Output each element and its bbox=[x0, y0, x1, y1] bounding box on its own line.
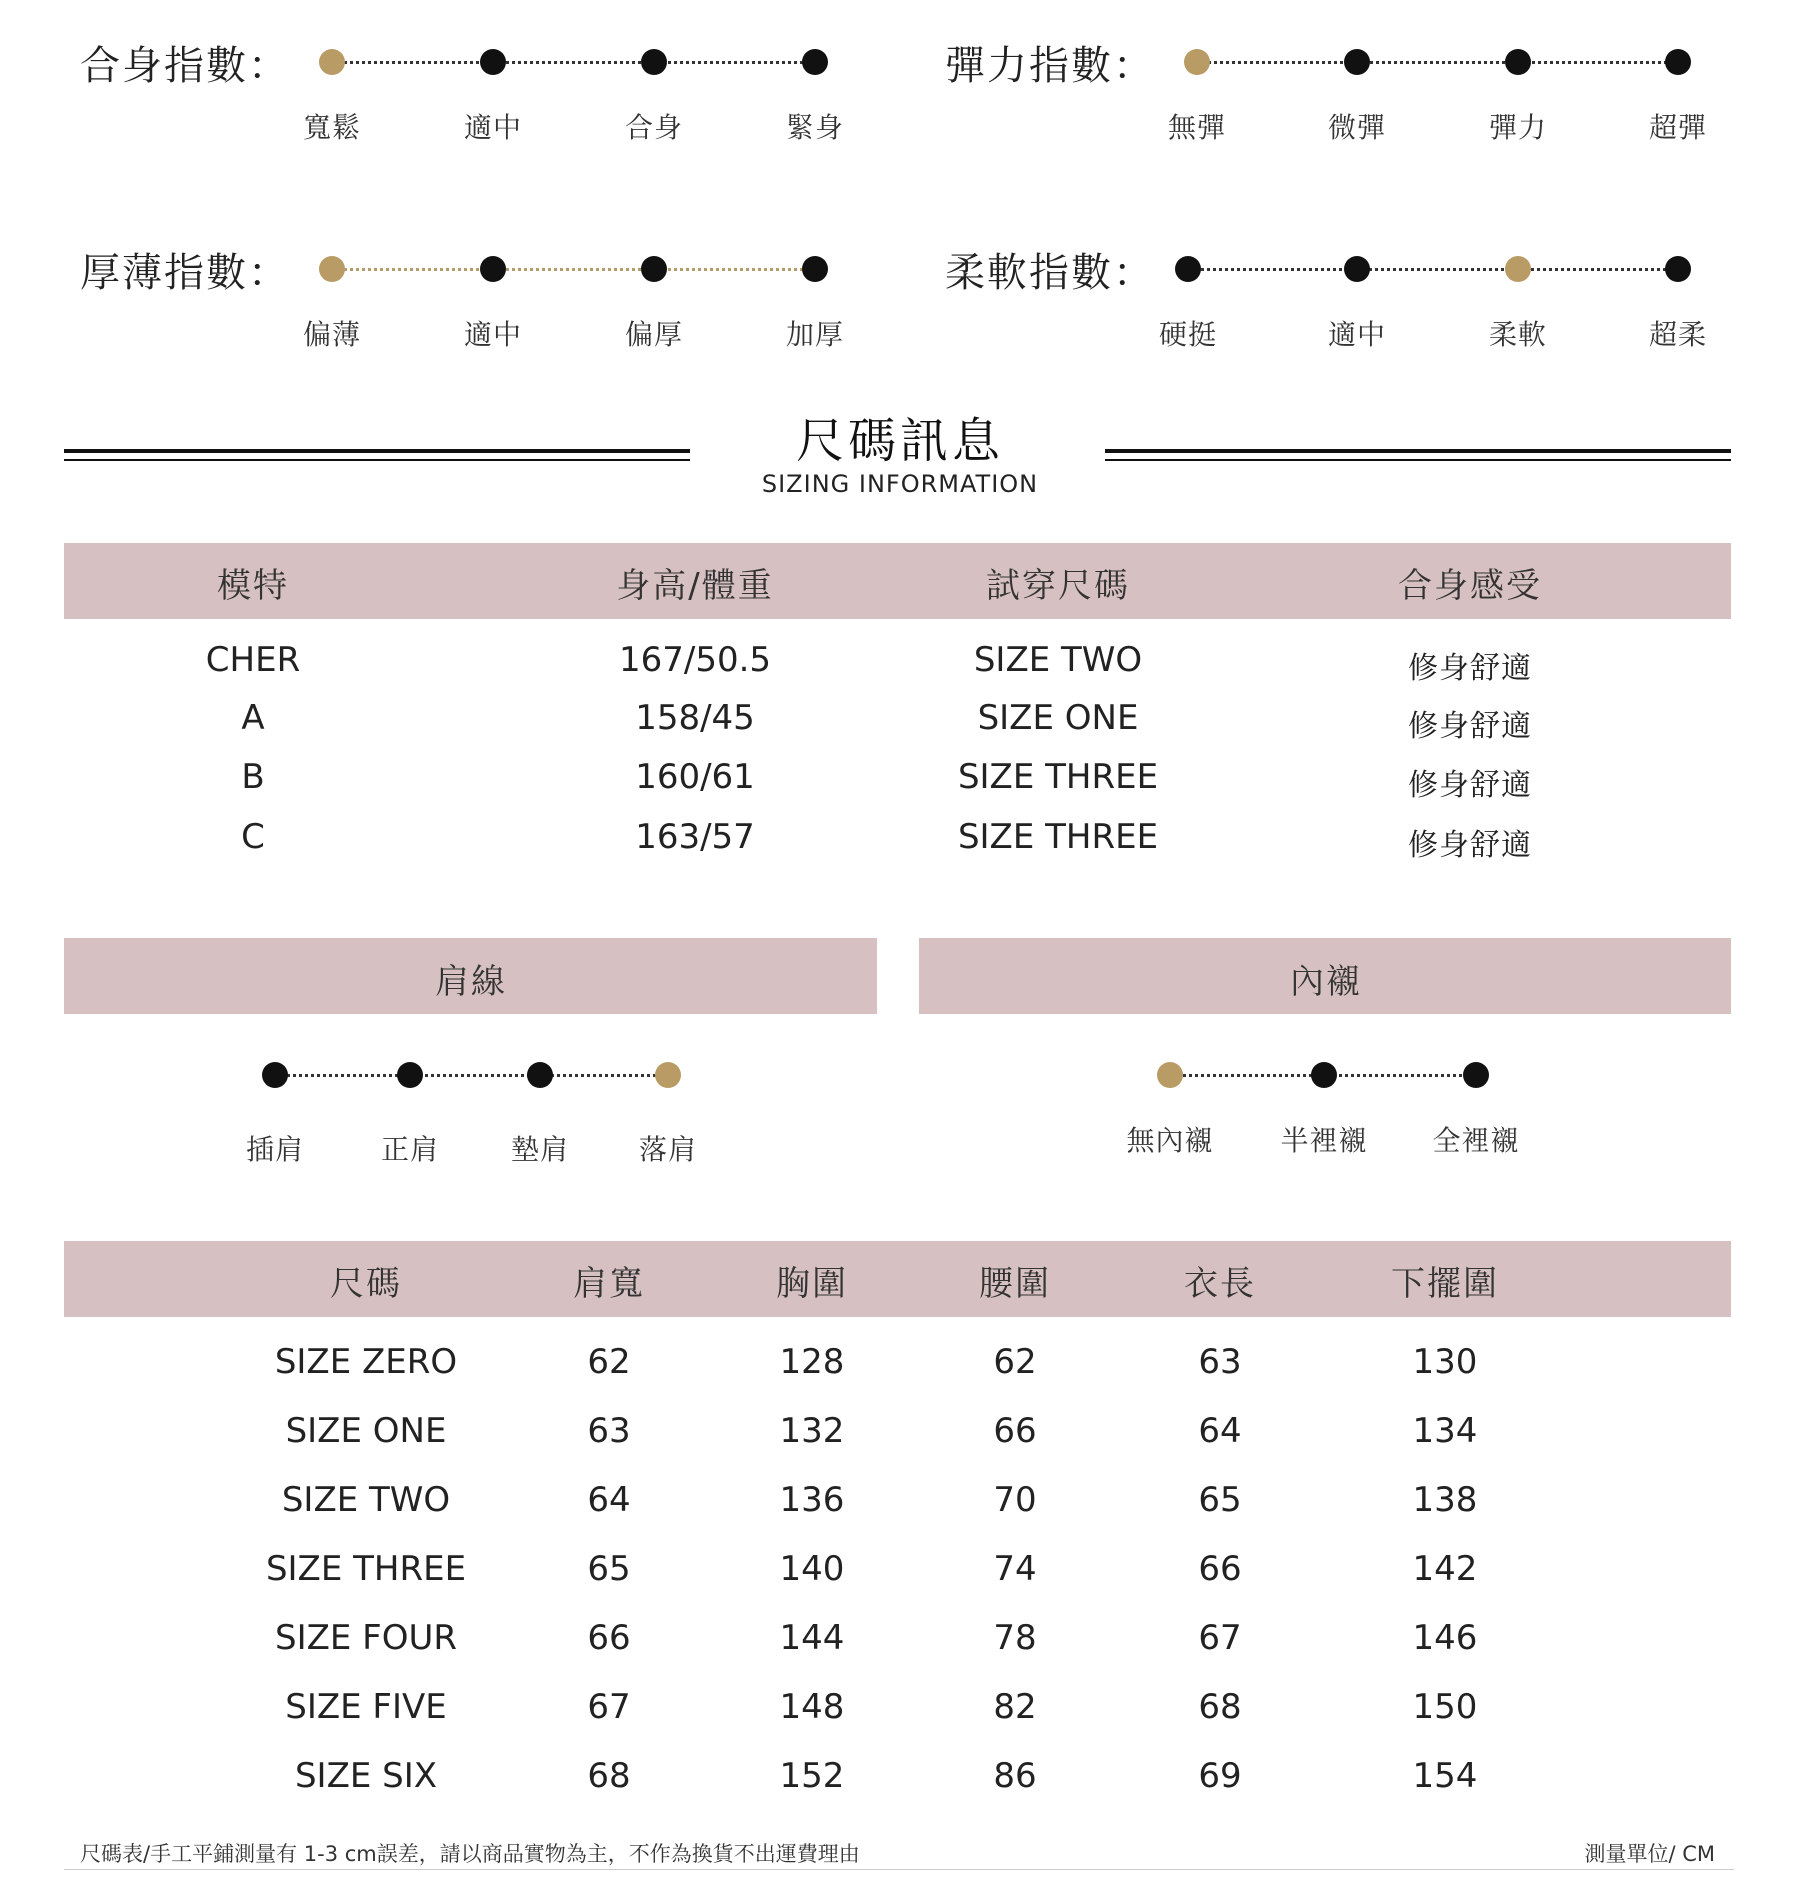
model-table-header: 合身感受 bbox=[1398, 566, 1542, 606]
size-table-cell: 66 bbox=[993, 1411, 1037, 1451]
model-table-cell: 修身舒適 bbox=[1408, 709, 1532, 744]
model-table-cell: SIZE THREE bbox=[957, 757, 1159, 797]
size-table-cell: 65 bbox=[587, 1549, 631, 1589]
size-table-cell: 67 bbox=[1198, 1618, 1242, 1658]
index-dot bbox=[1665, 49, 1691, 75]
index-label: 硬挺 bbox=[1158, 318, 1218, 351]
lining-dot bbox=[1157, 1062, 1183, 1088]
model-table-header: 身高/體重 bbox=[616, 566, 774, 606]
lining-label: 全裡襯 bbox=[1432, 1124, 1520, 1157]
shoulder-title: 肩線 bbox=[435, 962, 507, 1002]
model-table-cell: SIZE TWO bbox=[973, 640, 1143, 680]
index-label: 適中 bbox=[1327, 318, 1387, 351]
model-table-cell: SIZE ONE bbox=[977, 698, 1139, 738]
size-table-cell: 78 bbox=[993, 1618, 1037, 1658]
index-title: 合身指數： bbox=[80, 43, 290, 89]
lining-label: 半裡襯 bbox=[1280, 1124, 1368, 1157]
size-table-cell: SIZE ZERO bbox=[274, 1342, 458, 1382]
model-table-cell: 修身舒適 bbox=[1408, 651, 1532, 686]
model-table-cell: CHER bbox=[205, 640, 301, 680]
index-title: 厚薄指數： bbox=[80, 250, 290, 296]
lining-label: 無內襯 bbox=[1126, 1124, 1214, 1157]
lining-title: 內襯 bbox=[1290, 962, 1362, 1002]
size-table-cell: 132 bbox=[779, 1411, 845, 1451]
index-dot bbox=[641, 49, 667, 75]
index-title: 柔軟指數： bbox=[945, 250, 1155, 296]
lining-dot bbox=[1311, 1062, 1337, 1088]
size-table-cell: 66 bbox=[587, 1618, 631, 1658]
index-track bbox=[332, 268, 815, 271]
size-table-header: 衣長 bbox=[1184, 1264, 1256, 1304]
size-table-cell: 130 bbox=[1412, 1342, 1478, 1382]
index-label: 適中 bbox=[463, 111, 523, 144]
size-table-cell: 134 bbox=[1412, 1411, 1478, 1451]
model-table-header: 模特 bbox=[217, 566, 289, 606]
model-table-cell: 修身舒適 bbox=[1408, 768, 1532, 803]
shoulder-track bbox=[275, 1074, 668, 1077]
index-label: 偏厚 bbox=[624, 318, 684, 351]
model-table-cell: 修身舒適 bbox=[1408, 828, 1532, 863]
shoulder-dot bbox=[397, 1062, 423, 1088]
index-label: 微彈 bbox=[1327, 111, 1387, 144]
index-label: 柔軟 bbox=[1488, 318, 1548, 351]
size-table-cell: 68 bbox=[1198, 1687, 1242, 1727]
size-table-cell: 82 bbox=[993, 1687, 1037, 1727]
size-table-cell: 68 bbox=[587, 1756, 631, 1796]
size-table-cell: SIZE THREE bbox=[265, 1549, 467, 1589]
size-table-cell: 63 bbox=[587, 1411, 631, 1451]
size-table-cell: 152 bbox=[779, 1756, 845, 1796]
index-label: 合身 bbox=[624, 111, 684, 144]
model-table-cell: 160/61 bbox=[635, 757, 755, 797]
lining-dot bbox=[1463, 1062, 1489, 1088]
size-table-cell: 150 bbox=[1412, 1687, 1478, 1727]
model-table-cell: 163/57 bbox=[635, 817, 755, 857]
size-table-header: 腰圍 bbox=[979, 1264, 1051, 1304]
shoulder-dot bbox=[655, 1062, 681, 1088]
index-dot bbox=[1184, 49, 1210, 75]
shoulder-dot bbox=[262, 1062, 288, 1088]
size-table-cell: 63 bbox=[1198, 1342, 1242, 1382]
shoulder-label: 插肩 bbox=[245, 1133, 305, 1166]
shoulder-label: 正肩 bbox=[380, 1133, 440, 1166]
size-table-cell: 64 bbox=[587, 1480, 631, 1520]
index-dot bbox=[1505, 256, 1531, 282]
size-table-cell: 74 bbox=[993, 1549, 1037, 1589]
size-table-cell: 66 bbox=[1198, 1549, 1242, 1589]
size-table-cell: 146 bbox=[1412, 1618, 1478, 1658]
index-label: 彈力 bbox=[1488, 111, 1548, 144]
model-table-cell: B bbox=[241, 757, 265, 797]
size-table-cell: 138 bbox=[1412, 1480, 1478, 1520]
size-table-cell: 65 bbox=[1198, 1480, 1242, 1520]
size-table-cell: 154 bbox=[1412, 1756, 1478, 1796]
size-table-header: 下擺圍 bbox=[1391, 1264, 1499, 1304]
size-table-cell: 69 bbox=[1198, 1756, 1242, 1796]
size-table-cell: SIZE TWO bbox=[281, 1480, 451, 1520]
index-track bbox=[1197, 61, 1678, 64]
index-dot bbox=[641, 256, 667, 282]
footnote: 尺碼表/手工平鋪測量有 1-3 cm誤差，請以商品實物為主，不作為換貨不出運費理由 bbox=[80, 1842, 860, 1866]
model-table-header: 試穿尺碼 bbox=[986, 566, 1130, 606]
index-label: 寬鬆 bbox=[302, 111, 362, 144]
index-dot bbox=[802, 256, 828, 282]
index-label: 加厚 bbox=[785, 318, 845, 351]
index-track bbox=[1188, 268, 1678, 271]
index-label: 偏薄 bbox=[302, 318, 362, 351]
size-table-cell: 144 bbox=[779, 1618, 845, 1658]
shoulder-dot bbox=[527, 1062, 553, 1088]
size-table-cell: 86 bbox=[993, 1756, 1037, 1796]
size-table-cell: 70 bbox=[993, 1480, 1037, 1520]
index-label: 無彈 bbox=[1167, 111, 1227, 144]
size-table-header: 肩寬 bbox=[573, 1264, 645, 1304]
size-table-cell: 62 bbox=[587, 1342, 631, 1382]
size-table-header: 尺碼 bbox=[330, 1264, 402, 1304]
size-table-cell: 140 bbox=[779, 1549, 845, 1589]
index-dot bbox=[480, 256, 506, 282]
bottom-rule bbox=[64, 1869, 1734, 1870]
section-title: 尺碼訊息 bbox=[795, 413, 1004, 469]
index-dot bbox=[1175, 256, 1201, 282]
section-subtitle: SIZING INFORMATION bbox=[761, 470, 1039, 498]
size-table-cell: 148 bbox=[779, 1687, 845, 1727]
size-table-cell: 64 bbox=[1198, 1411, 1242, 1451]
index-label: 超柔 bbox=[1648, 318, 1708, 351]
size-table-header: 胸圍 bbox=[776, 1264, 848, 1304]
size-table-cell: SIZE FIVE bbox=[285, 1687, 447, 1727]
size-table-cell: 67 bbox=[587, 1687, 631, 1727]
model-table-cell: A bbox=[241, 698, 265, 738]
index-label: 超彈 bbox=[1648, 111, 1708, 144]
size-table-cell: 142 bbox=[1412, 1549, 1478, 1589]
index-title: 彈力指數： bbox=[945, 43, 1155, 89]
index-dot bbox=[1344, 256, 1370, 282]
size-table-cell: SIZE ONE bbox=[285, 1411, 447, 1451]
model-table-cell: C bbox=[241, 817, 265, 857]
index-dot bbox=[1505, 49, 1531, 75]
index-dot bbox=[480, 49, 506, 75]
index-label: 緊身 bbox=[785, 111, 845, 144]
size-table-cell: 62 bbox=[993, 1342, 1037, 1382]
index-dot bbox=[1344, 49, 1370, 75]
measurement-unit: 測量單位/ CM bbox=[1584, 1842, 1715, 1866]
size-table-cell: 128 bbox=[779, 1342, 845, 1382]
shoulder-label: 墊肩 bbox=[510, 1133, 570, 1166]
size-table-cell: 136 bbox=[779, 1480, 845, 1520]
shoulder-label: 落肩 bbox=[638, 1133, 698, 1166]
size-table-cell: SIZE SIX bbox=[294, 1756, 438, 1796]
model-table-cell: SIZE THREE bbox=[957, 817, 1159, 857]
index-label: 適中 bbox=[463, 318, 523, 351]
model-table-cell: 167/50.5 bbox=[618, 640, 772, 680]
index-dot bbox=[319, 49, 345, 75]
size-table-cell: SIZE FOUR bbox=[274, 1618, 458, 1658]
index-dot bbox=[802, 49, 828, 75]
model-table-cell: 158/45 bbox=[635, 698, 755, 738]
index-track bbox=[332, 61, 815, 64]
index-dot bbox=[319, 256, 345, 282]
index-dot bbox=[1665, 256, 1691, 282]
